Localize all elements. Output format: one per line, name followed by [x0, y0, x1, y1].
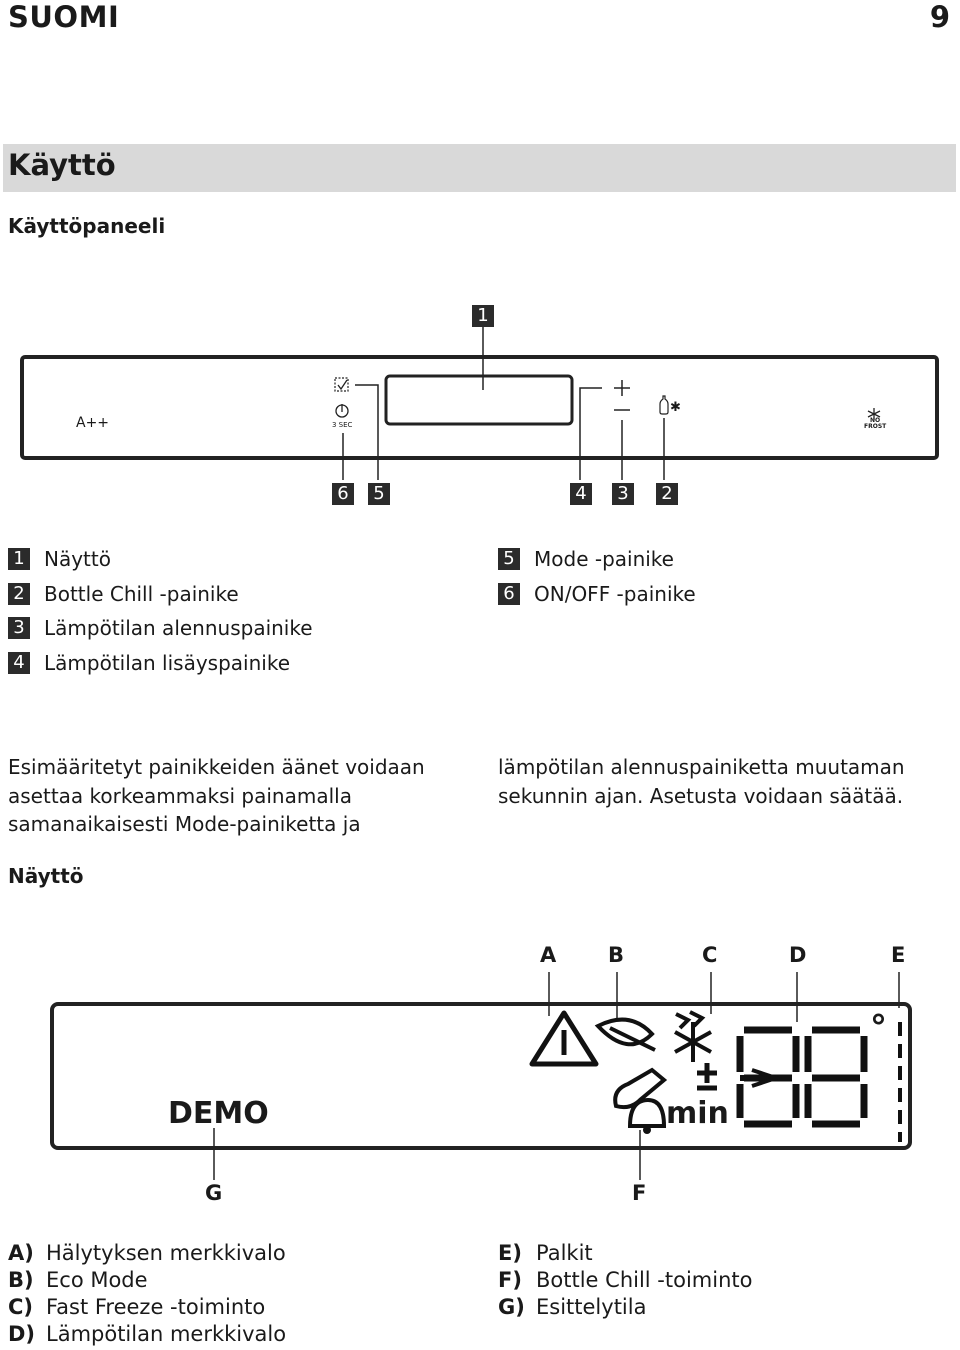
- legend-badge: 6: [498, 583, 520, 605]
- section-bar: [3, 144, 956, 192]
- legend-badge: 1: [8, 548, 30, 570]
- control-panel-diagram: [0, 300, 960, 520]
- display-legend-E: [498, 1240, 593, 1267]
- legend-label: Mode -painike: [534, 547, 674, 571]
- paragraph-line: sekunnin ajan. Asetusta voidaan säätää.: [498, 783, 904, 808]
- legend-key: E): [498, 1241, 522, 1265]
- minus-symbol: —: [640, 400, 641, 401]
- paragraph-line: samanaikaisesti Mode-painiketta ja: [8, 812, 361, 836]
- legend-label: ON/OFF -painike: [534, 582, 696, 606]
- legend-item-3: [8, 613, 313, 643]
- legend-badge: 5: [498, 548, 520, 570]
- legend-item-5: [498, 544, 674, 574]
- legend-label: Palkit: [536, 1241, 593, 1265]
- section-title: Käyttö: [8, 148, 116, 182]
- legend-key: C): [8, 1295, 34, 1319]
- callout-5: 5: [373, 483, 385, 504]
- legend-badge: 3: [8, 617, 30, 639]
- min-indicator: min: [666, 1096, 729, 1131]
- legend-label: Eco Mode: [46, 1268, 148, 1292]
- paragraph-line: Esimääritetyt painikkeiden äänet voidaan: [8, 755, 425, 779]
- degree-indicator: °: [870, 1008, 887, 1048]
- callout-2: 2: [661, 483, 673, 504]
- page-number: 9: [929, 0, 950, 34]
- paragraph-line: lämpötilan alennuspainiketta muutaman: [498, 755, 905, 779]
- paragraph-line: asettaa korkeammaksi painamalla: [8, 783, 352, 808]
- callout-4: 4: [575, 483, 587, 504]
- legend-key: F): [498, 1268, 522, 1292]
- legend-item-1: [8, 544, 111, 574]
- label-D: D: [789, 943, 807, 967]
- legend-label: Bottle Chill -toiminto: [536, 1268, 753, 1292]
- display-diagram: [0, 930, 960, 1210]
- callout-6: 6: [337, 483, 349, 504]
- language-header: SUOMI: [8, 0, 120, 34]
- label-G: G: [205, 1181, 223, 1205]
- legend-key: A): [8, 1241, 34, 1265]
- paragraph-left: [8, 753, 478, 839]
- legend-badge: 2: [8, 583, 30, 605]
- label-A: A: [540, 943, 557, 967]
- callout-3: 3: [617, 483, 629, 504]
- label-B: B: [608, 943, 625, 967]
- display-legend-C: [8, 1294, 265, 1321]
- label-C: C: [702, 943, 718, 967]
- legend-label: Näyttö: [44, 547, 111, 571]
- energy-label: A++: [76, 415, 110, 431]
- power-sublabel: 3 SEC: [332, 421, 353, 429]
- legend-item-2: [8, 579, 239, 609]
- legend-label: Lämpötilan alennuspainike: [44, 616, 313, 640]
- legend-label: Lämpötilan lisäyspainike: [44, 651, 291, 675]
- bottle-chill-icon: ✱: [670, 400, 681, 415]
- legend-key: D): [8, 1322, 36, 1346]
- legend-label: Esittelytila: [536, 1295, 647, 1319]
- nofrost-label-line1: NO: [869, 417, 881, 424]
- legend-label: Lämpötilan merkkivalo: [46, 1322, 287, 1346]
- legend-badge: 4: [8, 652, 30, 674]
- legend-key: G): [498, 1295, 525, 1319]
- plus-symbol: +: [640, 378, 641, 379]
- display-legend-F: [498, 1267, 752, 1294]
- legend-label: Fast Freeze -toiminto: [46, 1295, 266, 1319]
- panel-subtitle: Käyttöpaneeli: [8, 214, 166, 238]
- callout-1: 1: [477, 305, 489, 326]
- display-legend-G: [498, 1294, 646, 1321]
- demo-indicator: DEMO: [168, 1096, 269, 1131]
- legend-label: Hälytyksen merkkivalo: [46, 1241, 286, 1265]
- display-legend-D: [8, 1321, 286, 1348]
- nofrost-label-line2: FROST: [864, 423, 887, 430]
- display-subtitle: Näyttö: [8, 864, 84, 888]
- legend-item-4: [8, 648, 290, 678]
- paragraph-right: [498, 753, 948, 810]
- legend-key: B): [8, 1268, 34, 1292]
- display-legend-B: [8, 1267, 148, 1294]
- display-legend-A: [8, 1240, 286, 1267]
- label-F: F: [632, 1181, 647, 1205]
- label-E: E: [891, 943, 906, 967]
- legend-item-6: [498, 579, 696, 609]
- legend-label: Bottle Chill -painike: [44, 582, 239, 606]
